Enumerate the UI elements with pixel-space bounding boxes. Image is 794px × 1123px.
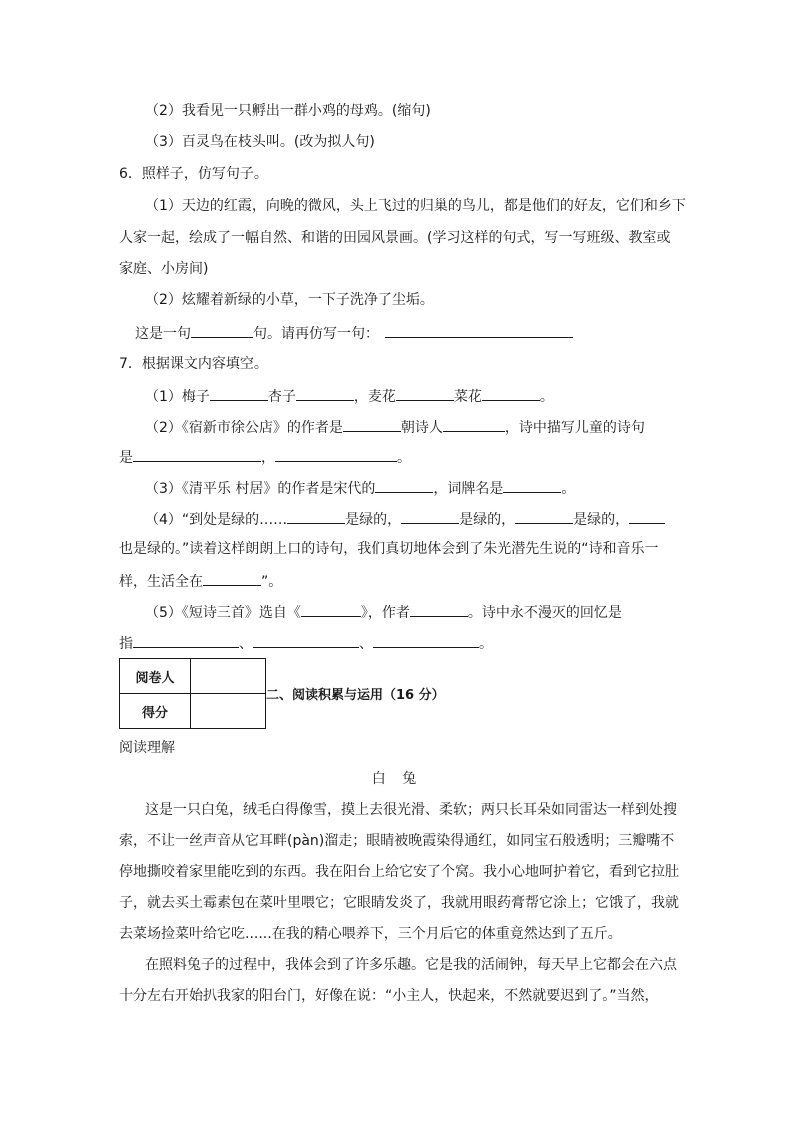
q5-item3: （3）百灵鸟在枝头叫。(改为拟人句): [145, 134, 375, 150]
q7-item1: （1）梅子 杏子 ，麦花 菜花 。: [145, 385, 554, 405]
blank[interactable]: [133, 446, 261, 462]
blank[interactable]: [210, 385, 268, 401]
q7-item4-line1: （4）“到处是绿的…… 是绿的， 是绿的， 是绿的，: [145, 508, 665, 528]
article-p1-line4: 子，就去买土霉素包在菜叶里喂它；它眼睛发炎了，我就用眼药膏帮它涂上；它饿了，我就: [119, 895, 679, 911]
blank[interactable]: [203, 570, 261, 586]
q7-heading: 7．根据课文内容填空。: [119, 356, 268, 372]
blank[interactable]: [253, 632, 359, 648]
blank[interactable]: [275, 446, 397, 462]
blank[interactable]: [629, 508, 665, 524]
blank[interactable]: [133, 632, 239, 648]
article-p2-line1: 在照料兔子的过程中，我体会到了许多乐趣。它是我的活闹钟，每天早上它都会在六点: [145, 957, 677, 973]
q6-item2-blanks: 这是一句 句。请再仿写一句：: [135, 322, 573, 342]
blank[interactable]: [296, 385, 354, 401]
q5-item2: （2）我看见一只孵出一群小鸡的母鸡。(缩句): [145, 103, 431, 119]
q7-item4-line3: 样，生活全在 ”。: [119, 570, 282, 590]
blank[interactable]: [385, 322, 573, 338]
q7-item4-line2: 也是绿的。”读着这样朗朗上口的诗句，我们真切地体会到了朱光潜先生说的“诗和音乐一: [119, 541, 659, 557]
reviewer-label: 阅卷人: [120, 659, 191, 694]
section2-title: 二、阅读积累与运用（16 分）: [266, 688, 445, 703]
reading-label: 阅读理解: [119, 740, 175, 756]
article-title: 白 兔: [371, 771, 423, 787]
q7-item3: （3）《清平乐 村居》的作者是宋代的 ，词牌名是 。: [145, 477, 575, 497]
article-p1-line5: 去菜场捡菜叶给它吃......在我的精心喂养下，三个月后它的体重竟然达到了五斤。: [119, 926, 622, 942]
score-label: 得分: [120, 694, 191, 729]
article-p2-line2: 十分左右开始扒我家的阳台门，好像在说：“小主人，快起来，不然就要迟到了。”当然，: [119, 988, 659, 1004]
reviewer-cell[interactable]: [191, 659, 266, 694]
score-cell[interactable]: [191, 694, 266, 729]
blank[interactable]: [443, 416, 505, 432]
blank[interactable]: [482, 385, 540, 401]
q6-heading: 6．照样子，仿写句子。: [119, 166, 268, 182]
blank[interactable]: [410, 601, 468, 617]
q7-item2-line2: 是 ， 。: [119, 446, 411, 466]
article-p1-line1: 这是一只白兔，绒毛白得像雪，摸上去很光滑、柔软；两只长耳朵如同雷达一样到处搜: [145, 802, 677, 818]
blank[interactable]: [503, 477, 561, 493]
blank[interactable]: [301, 601, 361, 617]
article-p1-line3: 停地撕咬着家里能吃到的东西。我在阳台上给它安了个窝。我小心地呵护着它，看到它拉肚: [119, 864, 679, 880]
score-table: [119, 658, 266, 729]
blank[interactable]: [191, 322, 253, 338]
q6-item1-line1: （1）天边的红霞，向晚的微风，头上飞过的归巢的鸟儿，都是他们的好友，它们和乡下: [145, 198, 686, 214]
blank[interactable]: [343, 416, 401, 432]
blank[interactable]: [396, 385, 454, 401]
blank[interactable]: [515, 508, 573, 524]
blank[interactable]: [373, 632, 479, 648]
q7-item5-line2: 指 、 、 。: [119, 632, 493, 652]
q6-item1-line3: 家庭、小房间): [119, 261, 209, 277]
blank[interactable]: [401, 508, 459, 524]
article-p1-line2: 索，不让一丝声音从它耳畔(pàn)溜走；眼睛被晚霞染得通红，如同宝石般透明；三瓣嘴不: [119, 833, 675, 849]
q7-item5-line1: （5）《短诗三首》选自《 》，作者 。诗中永不漫灭的回忆是: [145, 601, 622, 621]
blank[interactable]: [375, 477, 433, 493]
q6-item2: （2）炫耀着新绿的小草，一下子洗净了尘垢。: [145, 292, 434, 308]
blank[interactable]: [287, 508, 345, 524]
q6-item1-line2: 人家一起，绘成了一幅自然、和谐的田园风景画。(学习这样的句式，写一写班级、教室或: [119, 230, 671, 246]
q7-item2-line1: （2）《宿新市徐公店》的作者是 朝诗人 ，诗中描写儿童的诗句: [145, 416, 645, 436]
